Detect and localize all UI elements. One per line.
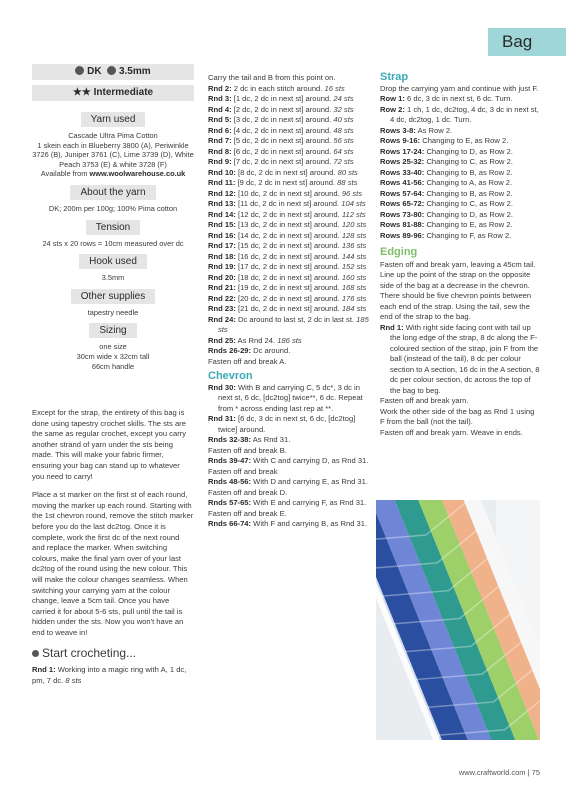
hook-size: 3.5mm [118,66,151,77]
edging-tail-3: Fasten off and break yarn. Weave in ends. [380,427,523,437]
chevron-row: Fasten off and break [208,466,278,476]
round-row: Rnd 11: [9 dc, 2 dc in next st] around. 88 sts [208,178,358,187]
round-row: Rnd 17: [15 dc, 2 dc in next st] around. 136 sts [208,241,367,250]
round-row: Rnd 4: [2 dc, 2 dc in next st] around. 32 sts [208,104,354,114]
edging-rnd-1: Rnd 1: With right side facing cont with tail up the long edge of the strap, 8 dc along the F-coloured section of the strap, join F from the ball (instead of the tail), 8 dc per colour section to A section, 16 dc in the A section, 8 dc per colour section, dc across the top of the bag to beg. [380,322,540,395]
round-row: Rnd 20: [18 dc, 2 dc in next st] around. 160 sts [208,272,367,282]
chevron-row: Rnds 48-56: With D and carrying E, as Rnd 31. [208,477,368,486]
sizing-line-1: one size [99,342,127,352]
strap-row: Rows 3-8: As Row 2. [380,125,453,135]
chevron-row: Rnds 32-38: As Rnd 31. [208,435,291,444]
chevron-row: Fasten off and break D. [208,487,288,497]
chevron-heading: Chevron [208,370,253,382]
strap-column [380,68,540,438]
yarn-link[interactable]: www.woolwarehouse.co.uk [89,169,186,179]
round-row: Rnd 7: [5 dc, 2 dc in next st] around. 56 sts [208,136,354,145]
rnd-1: Rnd 1: Working into a magic ring with A, 1 dc, pm, 7 dc. 8 sts [32,665,187,685]
strap-row: Rows 17-24: Changing to D, as Row 2. [380,146,513,156]
chevron-row: Rnds 66-74: With F and carrying B, as Rnd 31. [208,519,368,528]
carry-line: Carry the tail and B from this point on. [208,73,336,82]
sizing-line-3: 66cm handle [91,361,135,371]
intro-paragraph-2: Place a st marker on the first st of each round, moving the marker up each round. Starting with the 1st chevron round, remove the stitch marker before you do the last dc2tog. Once it is complete, work the first dc of the next round and replace the marker. When switching colours, make the final yarn over of your last dc2tog of the round using the new colour. This will make the colour changes seamless. When switching your carrying yarn at the colour change, leave a 5cm tail. Once you have carried it for about 5-6 sts, pull until the tail is hidden under the sts. Now you won't have an end to weave in! [32,490,194,637]
strap-list [380,94,540,241]
chevron-row: Fasten off and break B. [208,445,287,455]
chevron-row: Rnd 31: [6 dc, 3 dc in next st, 6 dc, [dc2tog] twice] around. [208,414,356,434]
round-row: Rnds 26-29: Dc around. [208,346,291,355]
round-row: Rnd 14: [12 dc, 2 dc in next st] around. 112 sts [208,209,366,219]
edging-intro: Fasten off and break yarn, leaving a 45cm tail. Line up the point of the strap on the opposite side of the bag at a decrease in the chevron. There should be five chevron points between each end of the strap. Using the tail, sew the end of the strap to the bag. [380,259,536,321]
rounds-column [208,73,372,530]
yarn-line-1: Cascade Ultra Pima Cotton [68,131,158,140]
level-label: Intermediate [93,87,154,98]
strap-row: Rows 41-56: Changing to A, as Row 2. [380,178,513,187]
round-row: Rnd 9: [7 dc, 2 dc in next st] around. 72 sts [208,157,354,166]
edging-tail-2: Work the other side of the bag as Rnd 1 using F from the ball (not the tail). [380,406,535,426]
chevron-row: Rnds 39-47: With C and carrying D, as Rnd 31. [208,456,369,465]
intro-paragraph-1: Except for the strap, the entirety of this bag is done using tapestry crochet skills. The sts are the same as regular crochet, except you carry another strand of yarn under the sts being made. This will make your fabric firmer, ensuring your bag can stand up to whatever you need to carry! [32,408,187,481]
round-row: Rnd 18: [16 dc, 2 dc in next st] around. 144 sts [208,251,367,261]
strap-row: Rows 57-64: Changing to B, as Row 2. [380,188,513,198]
round-row: Rnd 2: 2 dc in each stitch around. 16 sts [208,83,345,93]
strap-row: Rows 9-16: Changing to E, as Row 2. [380,136,509,145]
round-row: Rnd 10: [8 dc, 2 dc in next st] around. 80 sts [208,167,358,177]
yarn-ball-icon [75,66,84,75]
rounds-list [208,84,372,357]
yarn-weight-bar [32,64,194,80]
strap-intro: Drop the carrying yarn and continue with just F. [380,83,539,93]
round-row: Rnd 15: [13 dc, 2 dc in next st] around. 120 sts [208,220,367,229]
strap-row: Rows 81-88: Changing to E, as Row 2. [380,220,513,229]
round-row: Rnd 23: [21 dc, 2 dc in next st] around. 184 sts [208,304,367,313]
chevron-row: Rnd 30: With B and carrying C, 5 dc*, 3 dc in next st, 6 dc, [dc2tog] twice**, 6 dc. Repeat from * across ending last rep at **. [208,382,363,413]
page-number: 75 [531,768,540,777]
strap-row: Rows 65-72: Changing to C, as Row 2. [380,199,513,208]
yarn-line-3: 3726 (B), Juniper 3761 (C), Lime 3739 (D), White [32,150,194,160]
round-row: Rnd 8: [6 dc, 2 dc in next st] around. 64 sts [208,146,354,156]
strap-row: Rows 73-80: Changing to D, as Row 2. [380,209,513,219]
hook-text: 3.5mm [101,273,125,283]
edging-heading: Edging [380,246,418,258]
yarn-line-2: 1 skein each in Blueberry 3800 (A), Periwinkle [37,140,189,150]
round-row: Rnd 21: [19 dc, 2 dc in next st] around. 168 sts [208,283,367,292]
info-column [32,64,194,371]
round-row: Rnd 3: [1 dc, 2 dc in next st] around. 24 sts [208,94,354,103]
supplies-text: tapestry needle [87,307,139,317]
chevron-list [208,383,372,530]
round-row: Rnd 16: [14 dc, 2 dc in next st] around. 128 sts [208,230,367,240]
section-tab: Bag [488,28,566,56]
round-row: Rnd 24: Dc around to last st, 2 dc in last st. 185 sts [208,314,369,334]
level-bar [32,85,194,101]
bullet-icon [32,650,39,657]
hook-icon [107,66,116,75]
about-yarn-heading: About the yarn [70,185,155,200]
bag-photo [376,500,540,740]
strap-heading: Strap [380,71,409,83]
chevron-strap-illustration [376,500,540,740]
round-row: Rnd 25: As Rnd 24. 186 sts [208,335,302,345]
footer-site[interactable]: www.craftworld.com [458,768,526,777]
sizing-line-2: 30cm wide x 32cm tall [76,351,150,361]
hook-heading: Hook used [79,254,147,269]
strap-row: Rows 89-96: Changing to F, as Row 2. [380,230,512,240]
intro-column [32,408,194,686]
edging-tail-1: Fasten off and break yarn. [380,396,469,405]
start-heading: Start crocheting... [32,648,194,659]
strap-row: Row 2: 1 ch, 1 dc, dc2tog, 4 dc, 3 dc in next st, 4 dc, dc2tog, 1 dc. Turn. [380,104,539,124]
round-row: Rnd 5: [3 dc, 2 dc in next st] around. 40 sts [208,115,354,124]
round-row: Rnd 6: [4 dc, 2 dc in next st] around. 48 sts [208,125,354,135]
round-row: Rnd 22: [20 dc, 2 dc in next st] around. 176 sts [208,293,367,303]
fasten-line: Fasten off and break A. [208,356,287,366]
sizing-heading: Sizing [89,323,136,338]
tension-text: 24 sts x 20 rows = 10cm measured over dc [42,238,184,248]
strap-row: Rows 33-40: Changing to B, as Row 2. [380,167,513,177]
about-yarn-text: DK; 200m per 100g; 100% Pima cotton [48,203,178,213]
page-footer: www.craftworld.com | 75 [458,768,540,777]
tension-heading: Tension [86,220,140,235]
dk-label: DK [87,66,102,77]
strap-row: Rows 25-32: Changing to C, as Row 2. [380,157,513,166]
round-row: Rnd 13: [11 dc, 2 dc in next st] around. 104 sts [208,199,366,208]
level-stars: ★★ [72,87,91,98]
yarn-available: Available from www.woolwarehouse.co.uk [40,169,186,179]
chevron-row: Rnds 57-65: With E and carrying F, as Rnd 31. [208,498,367,507]
supplies-heading: Other supplies [71,289,155,304]
yarn-line-4: Peach 3753 (E) & white 3728 (F) [59,159,167,169]
chevron-row: Fasten off and break E. [208,508,287,518]
round-row: Rnd 19: [17 dc, 2 dc in next st] around. 152 sts [208,262,367,271]
yarn-used-heading: Yarn used [81,112,146,127]
round-row: Rnd 12: [10 dc, 2 dc in next st] around. 96 sts [208,188,363,198]
strap-row: Row 1: 6 dc, 3 dc in next st, 6 dc. Turn. [380,94,513,103]
